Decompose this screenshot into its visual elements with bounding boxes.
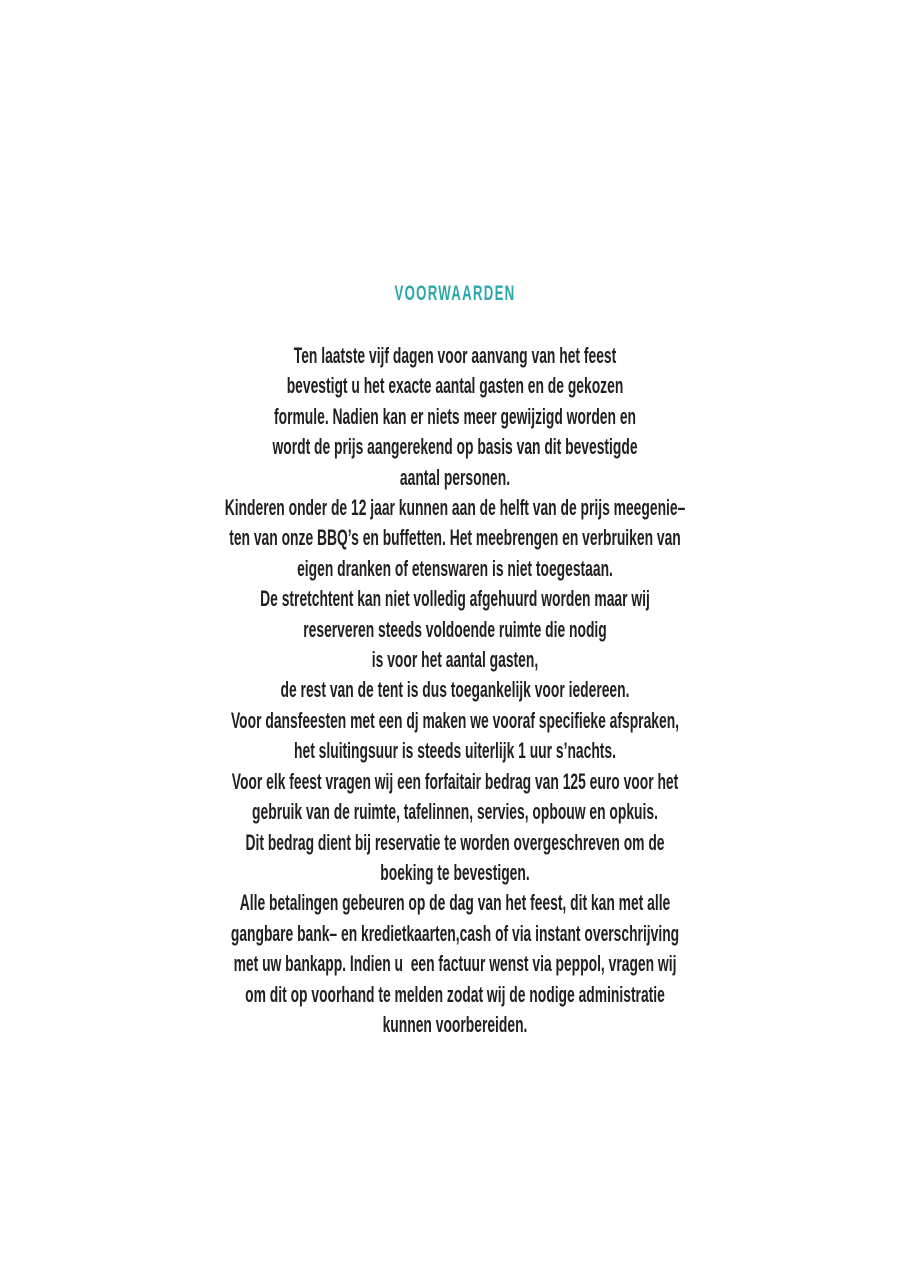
text-line: gebruik van de ruimte, tafelinnen, servies, opbouw en opkuis. bbox=[252, 799, 658, 825]
text-line: kunnen voorbereiden. bbox=[382, 1011, 528, 1037]
page-title: VOORWAARDEN bbox=[394, 282, 516, 305]
text-line: gangbare bank– en kredietkaarten,cash of via instant overschrijving bbox=[230, 920, 680, 946]
text-line: eigen dranken of etenswaren is niet toegestaan. bbox=[297, 555, 613, 581]
terms-text bbox=[168, 341, 741, 1040]
text-line: Alle betalingen gebeuren op de dag van het feest, dit kan met alle bbox=[239, 890, 671, 916]
text-line: boeking te bevestigen. bbox=[380, 859, 530, 885]
text-line: is voor het aantal gasten, bbox=[371, 647, 539, 673]
text-line: Dit bedrag dient bij reservatie te worden overgeschreven om de bbox=[245, 829, 665, 855]
text-line: wordt de prijs aangerekend op basis van dit bevestigde bbox=[272, 434, 638, 460]
text-line: Kinderen onder de 12 jaar kunnen aan de helft van de prijs meegenie– bbox=[224, 495, 686, 521]
terms-section bbox=[168, 0, 741, 1040]
text-line: De stretchtent kan niet volledig afgehuurd worden maar wij bbox=[260, 586, 650, 612]
text-line: ten van onze BBQ’s en buffetten. Het meebrengen en verbruiken van bbox=[229, 525, 681, 551]
text-line: om dit op voorhand te melden zodat wij de nodige administratie bbox=[245, 981, 665, 1007]
text-line: Ten laatste vijf dagen voor aanvang van het feest bbox=[293, 343, 617, 368]
text-line: de rest van de tent is dus toegankelijk voor iedereen. bbox=[280, 677, 630, 703]
text-line: Voor elk feest vragen wij een forfaitair bedrag van 125 euro voor het bbox=[231, 768, 679, 794]
text-line: met uw bankapp. Indien u een factuur wenst via peppol, vragen wij bbox=[233, 951, 677, 977]
text-line: bevestigt u het exacte aantal gasten en de gekozen bbox=[286, 373, 624, 399]
text-line: formule. Nadien kan er niets meer gewijzigd worden en bbox=[274, 403, 636, 429]
text-line: aantal personen. bbox=[399, 464, 511, 490]
text-line: Voor dansfeesten met een dj maken we vooraf specifieke afspraken, bbox=[230, 707, 680, 733]
text-line: het sluitingsuur is steeds uiterlijk 1 uur s’nachts. bbox=[294, 738, 616, 764]
text-line: reserveren steeds voldoende ruimte die nodig bbox=[303, 616, 607, 642]
